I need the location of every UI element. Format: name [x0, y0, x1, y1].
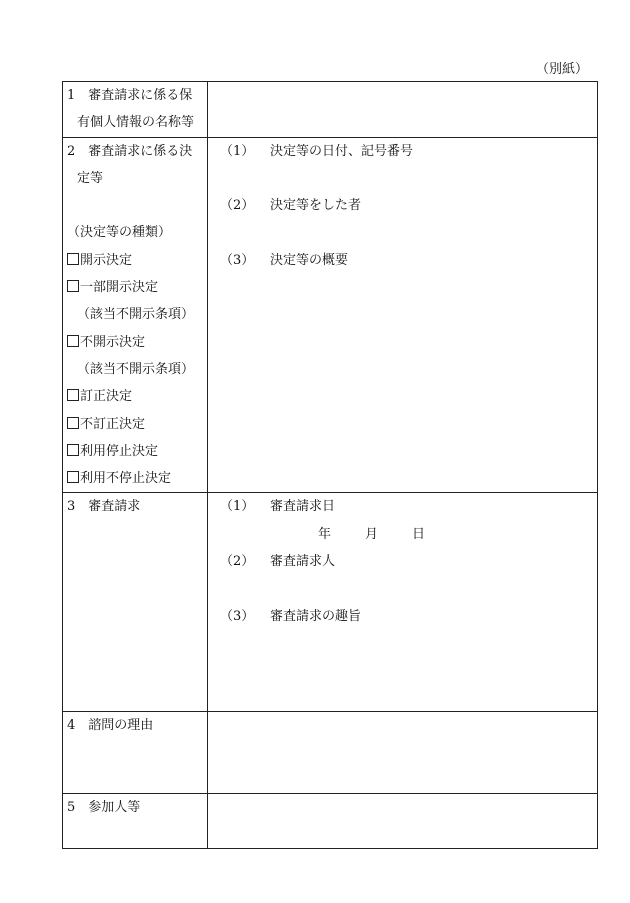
- inquiry-form-table: [62, 81, 598, 849]
- row5-left-cell: [63, 794, 208, 849]
- checkbox-correction[interactable]: 訂正決定: [67, 383, 207, 410]
- request-date-fields: 年 月 日: [318, 526, 426, 542]
- row-inquiry-reason: [63, 712, 598, 794]
- row-decision: [63, 137, 598, 493]
- decision-type-heading: （決定等の種類）: [67, 225, 172, 241]
- row2-right-cell: [208, 137, 598, 493]
- checkbox-non-correction[interactable]: 不訂正決定: [67, 411, 207, 438]
- row1-label-line2: 有個人情報の名称等: [77, 115, 195, 131]
- row1-label-line1: 1 審査請求に係る保: [67, 88, 193, 103]
- request-item-3: （3） 審査請求の趣旨: [220, 608, 362, 624]
- checkbox-suspension[interactable]: 利用停止決定: [67, 438, 207, 465]
- row2-left-cell: [63, 137, 208, 493]
- row1-right-cell: [208, 82, 598, 138]
- checkbox-non-suspension[interactable]: 利用不停止決定: [67, 465, 207, 492]
- checkbox-icon[interactable]: [67, 389, 79, 401]
- checkbox-disclosure[interactable]: 開示決定: [67, 247, 207, 274]
- decision-item-3: （3） 決定等の概要: [220, 252, 349, 268]
- decision-item-1: （1） 決定等の日付、記号番号: [220, 143, 414, 159]
- row1-left-cell: [63, 82, 208, 138]
- checkbox-icon[interactable]: [67, 335, 79, 347]
- checkbox-non-disclosure[interactable]: 不開示決定: [67, 329, 207, 356]
- checkbox-icon[interactable]: [67, 471, 79, 483]
- checkbox-icon[interactable]: [67, 280, 79, 292]
- applicable-clause-note: （該当不開示条項）: [77, 361, 195, 377]
- row2-label-line1: 2 審査請求に係る決: [67, 143, 193, 159]
- applicable-clause-note: （該当不開示条項）: [77, 307, 195, 323]
- decision-item-2: （2） 決定等をした者: [220, 198, 362, 214]
- request-item-1: （1） 審査請求日: [220, 499, 336, 515]
- row5-label: 5 参加人等: [67, 800, 141, 816]
- request-item-2: （2） 審査請求人: [220, 554, 336, 570]
- row4-right-cell: [208, 712, 598, 794]
- checkbox-icon[interactable]: [67, 444, 79, 456]
- checkbox-partial-disclosure[interactable]: 一部開示決定: [67, 274, 207, 301]
- row5-right-cell: [208, 794, 598, 849]
- row-participants: [63, 794, 598, 849]
- checkbox-icon[interactable]: [67, 253, 79, 265]
- row2-blank-line: [67, 192, 207, 219]
- row4-left-cell: [63, 712, 208, 794]
- checkbox-icon[interactable]: [67, 417, 79, 429]
- row3-label: 3 審査請求: [67, 499, 141, 515]
- row4-label: 4 諮問の理由: [67, 718, 154, 734]
- row-review-request: [63, 493, 598, 712]
- row-personal-info-name: [63, 82, 598, 138]
- row3-right-cell: [208, 493, 598, 712]
- row2-label-line2: 定等: [77, 170, 104, 186]
- attachment-label: （別紙）: [535, 62, 588, 77]
- row3-left-cell: [63, 493, 208, 712]
